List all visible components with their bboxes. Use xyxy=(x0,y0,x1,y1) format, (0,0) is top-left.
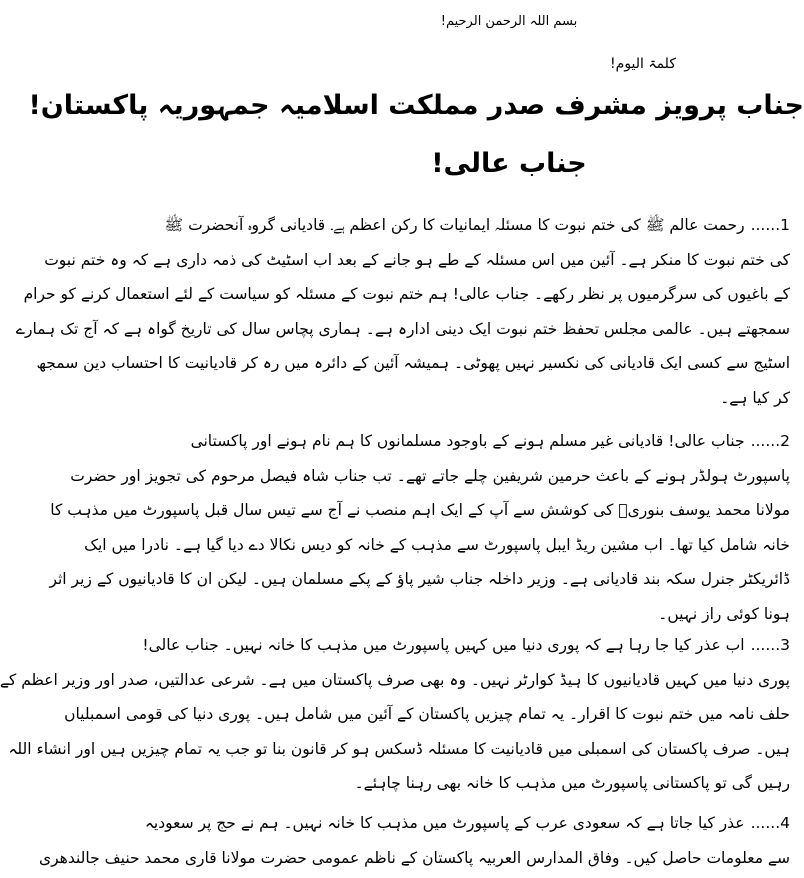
paragraph-number: 3...... xyxy=(750,636,790,654)
paragraph-line: رہیں گی تو پاکستانی پاسپورٹ میں مذہب کا خانہ بھی رہنا چاہئے۔ xyxy=(354,774,790,792)
paragraph-line: ہیں۔ صرف پاکستان کی اسمبلی میں قادیانیت کا مسئلہ ڈسکس ہو کر قانون بنا تو جب یہ تمام چیزیں ہیں اور انشاء اللہ xyxy=(8,739,790,758)
bismillah-heading: بسم اللہ الرحمن الرحیم! xyxy=(440,14,578,29)
paragraph-line: ہونا کوئی راز نہیں۔ xyxy=(658,604,790,623)
paragraph-line: پاسپورٹ ہولڈر ہونے کے باعث حرمین شریفین چلے جاتے تھے۔ تب جناب شاہ فیصل مرحوم کی تجویز اور حضرت xyxy=(70,466,790,485)
paragraph-2 xyxy=(49,424,790,631)
paragraph-number: 4...... xyxy=(750,814,790,832)
paragraph-line: پوری دنیا میں کہیں قادیانیوں کا ہیڈ کوارٹر نہیں۔ وہ بھی صرف پاکستان میں ہے۔ شرعی عدالتیں، صدر اور وزیر اعظم کے xyxy=(0,670,790,689)
kalma-label: کلمۃ الیوم! xyxy=(610,56,676,72)
paragraph-line: خانہ شامل کیا تھا۔ اب مشین ریڈ ایبل پاسپورٹ سے مذہب کے خانہ کو دیس نکالا دے دیا گیا ہے۔ نادرا میں ایک xyxy=(84,535,790,554)
paragraph-line: سمجھتے ہیں۔ عالمی مجلس تحفظ ختم نبوت ایک دینی ادارہ ہے۔ ہماری پچاس سال کی تاریخ گواہ ہے کہ آج تک ہمارے xyxy=(15,319,790,338)
paragraph-number: 2...... xyxy=(750,432,790,450)
paragraph-line xyxy=(190,424,790,459)
line-text: اب عذر کیا جا رہا ہے کہ پوری دنیا میں کہیں پاسپورٹ میں مذہب کا خانہ نہیں۔ جناب عالی! xyxy=(142,636,745,654)
paragraph-line: کی ختم نبوت کا منکر ہے۔ آئین میں اس مسئلہ کے طے ہو جانے کے بعد اب اسٹیٹ کی ذمہ داری ہے کہ وہ ختم نبوت xyxy=(44,250,790,269)
paragraph-1 xyxy=(15,208,790,415)
paragraph-line xyxy=(142,628,790,663)
line-text: جناب عالی! قادیانی غیر مسلم ہونے کے باوجود مسلمانوں کا ہم نام ہونے اور پاکستانی xyxy=(190,432,745,450)
paragraph-line: اسٹیج سے کسی ایک قادیانی کی نکسیر نہیں پھوٹی۔ ہمیشہ آئین کے دائرہ میں رہ کر قادیانیت کا احتساب دین سمجھ xyxy=(36,354,790,372)
paragraph-number: 1...... xyxy=(750,216,790,234)
address-heading: جناب پرویز مشرف صدر مملکت اسلامیہ جمہوریہ پاکستان! xyxy=(28,90,804,121)
paragraph-line xyxy=(144,806,790,841)
paragraph-line xyxy=(164,208,790,243)
paragraph-3 xyxy=(0,628,790,801)
paragraph-line: کے باغیوں کی سرگرمیوں پر نظر رکھے۔ جناب عالی! ہم ختم نبوت کے مسئلہ کو سیاست کے لئے استعمال کرنے کو حرام xyxy=(23,285,790,303)
paragraph-line: ڈائریکٹر جنرل سکہ بند قادیانی ہے۔ وزیر داخلہ جناب شیر پاؤ کے پکے مسلمان ہیں۔ لیکن ان کا قادیانیوں کے زیر اثر xyxy=(49,570,790,588)
paragraph-line: کر کیا ہے۔ xyxy=(720,388,790,407)
salutation-heading: جناب عالی! xyxy=(431,148,587,179)
line-text: رحمت عالم ﷺ کی ختم نبوت کا مسئلہ ایمانیات کا رکن اعظم ہے۔ قادیانی گروہ آنحضرت ﷺ xyxy=(164,216,745,234)
paragraph-line: مولانا محمد یوسف بنوریؒ کی کوشش سے آپ کے ایک اہم منصب نے آج سے تیس سال قبل پاسپورٹ میں مذہب کا xyxy=(50,501,790,519)
paragraph-line: سے معلومات حاصل کیں۔ وفاق المدارس العربیہ پاکستان کے ناظم عمومی حضرت مولانا قاری محمد حنیف جالندھری xyxy=(39,848,790,867)
paragraph-4 xyxy=(39,806,790,875)
paragraph-line: حلف نامہ میں ختم نبوت کا اقرار۔ یہ تمام چیزیں پاکستان کے آئین میں شامل ہیں۔ پوری دنیا کی قومی اسمبلیاں xyxy=(64,705,790,723)
line-text: عذر کیا جاتا ہے کہ سعودی عرب کے پاسپورٹ میں مذہب کا خانہ نہیں۔ ہم نے حج پر سعودیہ xyxy=(144,814,745,832)
